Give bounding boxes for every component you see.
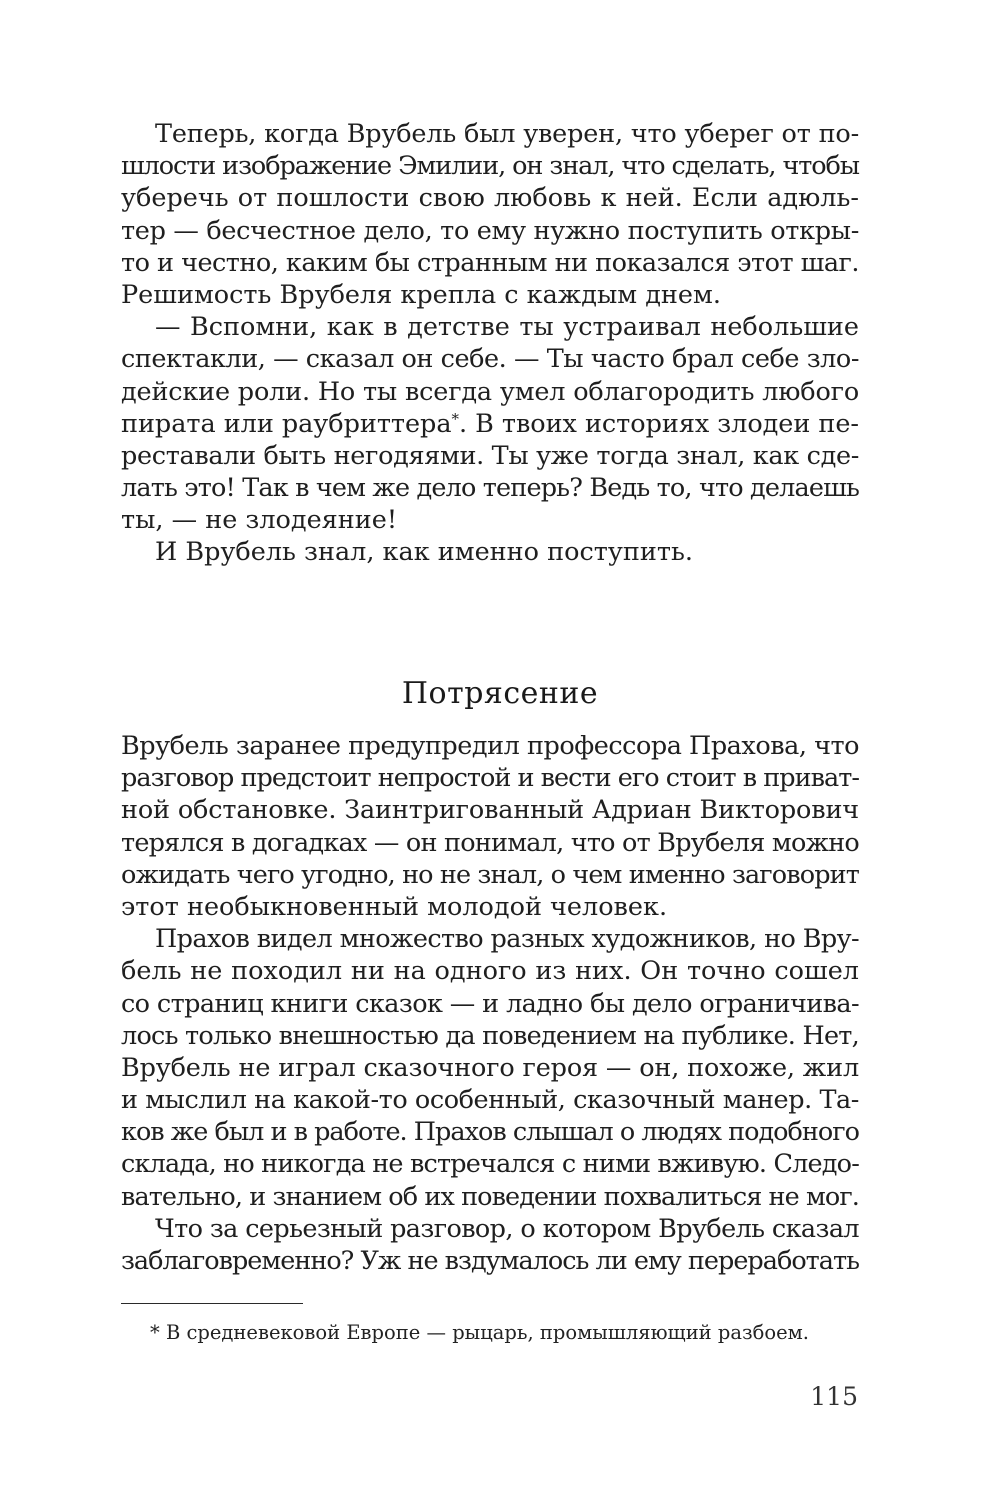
text-line: бель не походил ни на одного из них. Он точно сошел [121,956,859,987]
text-line: ты, — не злодеяние! [121,505,398,536]
body-text-section-2 [121,730,859,1277]
text-line: Что за серьезный разговор, о котором Врубель сказал [155,1213,859,1244]
text-line: шлости изображение Эмилии, он знал, что сделать, чтобы [121,151,859,182]
text-line: заблаговременно? Уж не вздумалось ли ему переработать [121,1246,859,1276]
footnote-reference[interactable]: * [451,409,459,428]
footnote-divider [121,1303,303,1304]
text-line: И Врубель знал, как именно поступить. [155,537,693,568]
body-text-section-1 [121,118,859,569]
text-line: и мыслил на какой-то особенный, сказочный манер. Та- [121,1085,859,1116]
footnote: * В средневековой Европе — рыцарь, промышляющий разбоем. [150,1321,810,1344]
text-line: со страниц книги сказок — и ладно бы дело ограничива- [121,988,859,1019]
text-line: лось только внешностью да поведением на публике. Нет, [121,1020,859,1051]
text-line: — Вспомни, как в детстве ты устраивал небольшие [155,312,859,343]
text-line: этот необыкновенный молодой человек. [121,891,668,922]
text-line: разговор предстоит непростой и вести его стоит в приват- [121,763,859,794]
text-line: уберечь от пошлости свою любовь к ней. Если адюль- [121,183,859,214]
text-line: Решимость Врубеля крепла с каждым днем. [121,279,721,310]
chapter-heading: Потрясение [401,676,599,711]
text-line: склада, но никогда не встречался с ними вживую. Следо- [121,1149,859,1180]
page-number: 115 [810,1382,858,1411]
text-fragment: пирата или раубриттера [121,408,452,439]
text-line: дейские роли. Но ты всегда умел облагородить любого [121,376,859,407]
text-line: Теперь, когда Врубель был уверен, что уберег от по- [155,119,860,149]
text-line: Врубель заранее предупредил профессора Прахова, что [121,731,859,761]
text-line: реставали быть негодяями. Ты уже тогда знал, как сде- [121,440,859,471]
text-line: вательно, и знанием об их поведении похвалиться не мог. [121,1181,859,1212]
text-line: Прахов видел множество разных художников, но Вру- [155,924,859,955]
text-line: ожидать чего угодно, но не знал, о чем именно заговорит [121,859,859,890]
text-line: ной обстановке. Заинтригованный Адриан Викторович [121,795,859,826]
text-line: Врубель не играл сказочного героя — он, похоже, жил [121,1052,859,1083]
text-line: то и честно, каким бы странным ни показался этот шаг. [121,247,859,278]
text-line: лать это! Так в чем же дело теперь? Ведь то, что делаешь [121,473,859,504]
text-line: терялся в догадках — он понимал, что от Врубеля можно [121,827,859,858]
text-fragment: . В твоих историях злодеи пе- [458,408,859,439]
text-line-with-footnote-ref [121,408,859,440]
text-line: ков же был и в работе. Прахов слышал о людях подобного [121,1117,859,1148]
text-line: тер — бесчестное дело, то ему нужно поступить откры- [121,215,859,246]
text-line: спектакли, — сказал он себе. — Ты часто брал себе зло- [121,344,859,375]
